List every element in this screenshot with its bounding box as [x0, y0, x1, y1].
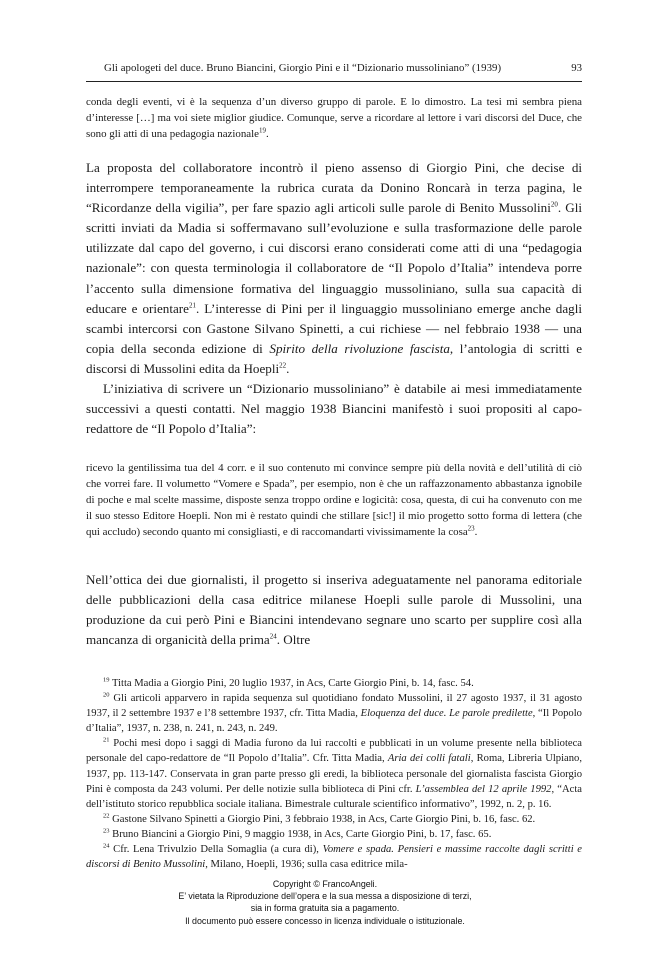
footnote-ref-21: 21 [188, 301, 196, 310]
block-quote-letter [86, 460, 582, 540]
quote-letter-text: ricevo la gentilissima tua del 4 corr. e il suo contenuto mi convince sempre più della novità e dell’utilità di ciò che vorrei fare. Il volumetto “Vomere e Spada”, per esempio, non è che un raffazzonamento abbastanza ignobile di poche e mal scelte massime, disposte senza troppo ordine e logicità: cosa, questa, di cui ha convenuto con me il suo stesso Editore Hoepli. Non mi è restato quindi che stillare [sic!] il mio progetto sotto forma di lettera (che qui accludo) secondo quanto mi consigliasti, e di raccomandarti vivissimamente la cosa$^{23}$. [86, 462, 582, 539]
copyright-line-4: Il documento può essere concesso in licenza individuale o istituzionale. [185, 915, 465, 926]
body-text-section-2 [86, 570, 582, 650]
copyright-line-3: sia in forma gratuita sia a pagamento. [250, 903, 400, 914]
running-header-title: Gli apologeti del duce. Bruno Biancini, Giorgio Pini e il “Dizionario mussoliniano” (1939) [104, 62, 502, 74]
running-header [86, 57, 582, 82]
footnote-ref-22: 22 [279, 361, 287, 370]
book-title-spirito: Spirito della rivoluzione fascista [269, 340, 450, 356]
copyright-notice [0, 878, 650, 927]
footnote-21: $^{21}$ Pochi mesi dopo i saggi di Madia furono da lui raccolti e pubblicati in un volume presente nella biblioteca personale del capo-redattore de “Il Popolo d’Italia”. Cfr. Titta Madia, Aria dei colli fatali, Roma, Libreria Ulpiano, 1937, pp. 113-147. Conservata in gran parte presso gli eredi, la biblioteca personale del giornalista fascista Giorgio Pini è composta da 243 volumi. Per delle notizie sulla biblioteca di Pini cfr. L’assemblea del 12 aprile 1992, “Acta dell’istituto storico repubblica sociale italiana. Bimestrale culturale scientifico informativo”, 1992, n. 2, p. 16. [86, 736, 582, 810]
body-text-section [86, 158, 582, 439]
copyright-line-1: Copyright © FrancoAngeli. [272, 879, 378, 889]
footnote-20: $^{20}$ Gli articoli apparvero in rapida sequenza sul quotidiano fondato Mussolini, il 27 agosto 1937, il 31 agosto 1937, il 2 settembre 1937 e l’8 settembre 1937, cfr. Titta Madia, Eloquenza del duce. Le parole predilette, “Il Popolo d’Italia”, 1937, n. 238, n. 241, n. 243, n. 249. [86, 691, 583, 735]
footnote-24: $^{24}$ Cfr. Lena Trivulzio Della Somaglia (a cura di), Vomere e spada. Pensieri e massime raccolte dagli scritti e discorsi di Benito Mussolini, Milano, Hoepli, 1936; sulla casa editrice mila- [86, 842, 583, 871]
footnotes [86, 676, 582, 872]
paragraph-3: Nell’ottica dei due giornalisti, il progetto si inseriva adeguatamente nel panorama editoriale delle pubblicazioni della casa editrice milanese Hoepli sulle parole di Mussolini, una produzione da cui però Pini e Biancini intendevano segnare uno scarto per supplire così alla mancanza di organicità della prima$^{24}$. Oltre [86, 572, 582, 648]
footnote-ref-19: 19 [259, 126, 266, 135]
copyright-line-2: E’ vietata la Riproduzione dell’opera e la sua messa a disposizione di terzi, [178, 891, 472, 902]
footnote-23: $^{23}$ Bruno Biancini a Giorgio Pini, 9 maggio 1938, in Acs, Carte Giorgio Pini, b. 17, fasc. 65. [103, 827, 492, 840]
quote-text: conda degli eventi, vi è la sequenza d’un diverso gruppo di parole. E lo dimostro. La tesi mi sembra piena d’interesse […] ma voi siete miglior giudice. Comunque, serve a ricordare al lettore i vari discorsi del Duce, che sono gli atti di una pedagogia nazionale$^{19}$. [86, 96, 582, 140]
footnote-19: $^{19}$ Titta Madia a Giorgio Pini, 20 luglio 1937, in Acs, Carte Giorgio Pini, b. 14, fasc. 54. [103, 676, 474, 689]
block-quote-continuation [86, 94, 582, 142]
paragraph-2: L’iniziativa di scrivere un “Dizionario mussoliniano” è databile ai mesi immediatamente successivi a questi contatti. Nel maggio 1938 Biancini manifestò i suoi propositi al capo-redattore de “Il Popolo d’Italia”: [86, 381, 582, 437]
footnote-ref-23: 23 [467, 524, 475, 533]
footnote-ref-20: 20 [550, 200, 558, 209]
page-number: 93 [571, 62, 582, 74]
paragraph-1: La proposta del collaboratore incontrò il pieno assenso di Giorgio Pini, che decise di interrompere temporaneamente la rubrica curata da Donino Roncarà in terza pagina, le “Ricordanze della vigilia”, per fare spazio agli articoli sulle parole di Benito Mussolini$^{20}$. Gli scritti inviati da Madia si soffermavano sull’evoluzione e sulla trasformazione delle parole utilizzate dal capo del governo, i cui discorsi erano considerati come atti di una “pedagogia nazionale”: con questa terminologia il collaboratore de “Il Popolo d’Italia” intendeva porre l’accento sulla dimensione formativa del linguaggio mussoliniano, sulla sua capacità di educare e orientare$^{21}$. L’interesse di Pini per il linguaggio mussoliniano emerge anche dagli scambi intercorsi con Gastone Silvano Spinetti, a cui richiese — nel febbraio 1938 — una copia della seconda edizione di Spirito della rivoluzione fascista, l’antologia di scritti e discorsi di Mussolini edita da Hoepli$^{22}$. [86, 160, 583, 376]
footnote-ref-24: 24 [269, 632, 277, 641]
footnote-22: $^{22}$ Gastone Silvano Spinetti a Giorgio Pini, 3 febbraio 1938, in Acs, Carte Giorgio Pini, b. 16, fasc. 62. [103, 812, 536, 825]
